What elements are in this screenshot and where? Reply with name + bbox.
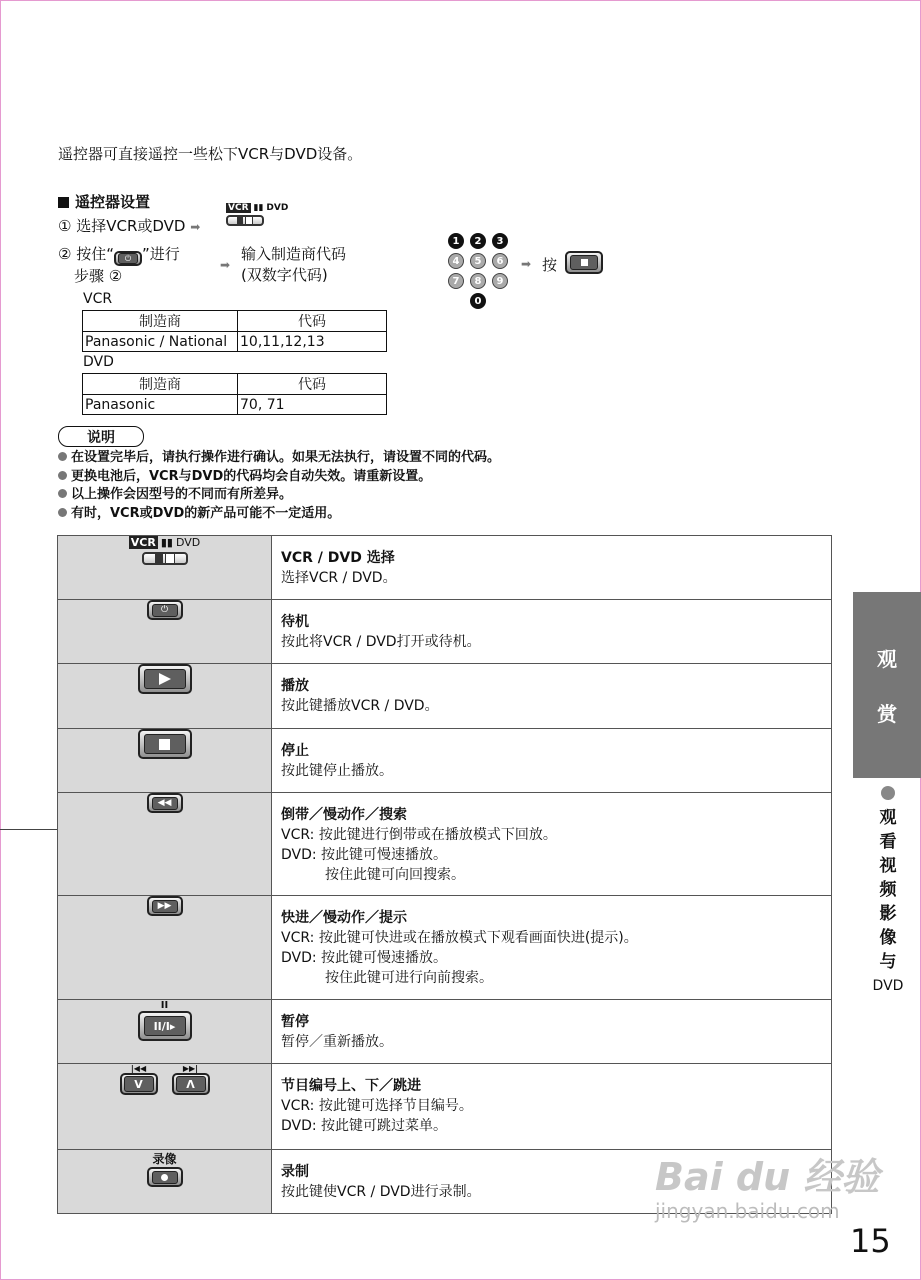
baidu-watermark-logo: Bai du 经验 [655,1155,880,1199]
numpad-key-6: 6 [492,253,508,269]
arrow-right-icon: ➡ [220,258,231,272]
setup-switch-icon: VCR ▮▮ DVD [226,203,288,226]
table-row: VCR ▮▮ DVD VCR / DVD 选择 选择VCR / DVD。 [58,536,832,600]
notes-label: 说明 [58,426,144,447]
list-item: 更换电池后，VCR与DVD的代码均会自动失效。请重新设置。 [58,468,500,487]
page-number: 15 [850,1222,891,1260]
numpad-key-0: 0 [470,293,486,309]
vcr-code-table: 制造商 代码 Panasonic / National 10,11,12,13 [82,310,387,352]
list-item: 有时，VCR或DVD的新产品可能不一定适用。 [58,505,500,524]
notes-list [58,449,500,523]
dvd-code-table: 制造商 代码 Panasonic 70, 71 [82,373,387,415]
setup-step2-result: 输入制造商代码 (双数字代码) [241,245,347,284]
stop-button-icon [565,251,603,274]
record-icon: 录像 [58,1150,271,1187]
table-row: |◀◀ V ▶▶| Λ 节目编号上、下／跳进 VCR: 按此键可选择节目编号。 DVD: 按此键可跳过菜单。 [58,1064,832,1150]
vcr-table-label: VCR [83,291,113,307]
intro-text: 遥控器可直接遥控一些松下VCR与DVD设备。 [58,145,363,163]
table-row: ⏻ 待机 按此将VCR / DVD打开或待机。 [58,600,832,664]
numpad-key-4: 4 [448,253,464,269]
baidu-watermark-url: jingyan.baidu.com [655,1199,840,1223]
skip-down-icon: |◀◀ V [120,1064,158,1095]
setup-step2: ② 按住“ ⏻ ”进行 步骤 ② [58,245,180,285]
section-side-title: 观 看 视 频 影 像 与 DVD [870,786,906,998]
table-row: ◀◀ 倒带／慢动作／搜索 VCR: 按此键进行倒带或在播放模式下回放。 DVD: 按此键可慢速播放。 按住此键可向回搜索。 [58,793,832,896]
table-row: 播放 按此键播放VCR / DVD。 [58,664,832,729]
table-row: 停止 按此键停止播放。 [58,729,832,793]
vcr-dvd-switch-icon: VCR ▮▮ DVD [58,536,271,565]
pause-icon: II II/I▸ [58,1000,271,1041]
rewind-icon: ◀◀ [147,793,183,813]
arrow-right-icon: ➡ [190,220,201,234]
numpad-key-9: 9 [492,273,508,289]
fast-forward-icon: ▶▶ [147,896,183,916]
press-label: 按 [542,256,558,274]
numpad [448,233,508,309]
divider [0,829,58,830]
table-row: II II/I▸ 暂停 暂停／重新播放。 [58,1000,832,1064]
play-icon [138,664,192,694]
numpad-key-5: 5 [470,253,486,269]
list-item: 在设置完毕后，请执行操作进行确认。如果无法执行，请设置不同的代码。 [58,449,500,468]
skip-up-icon: ▶▶| Λ [172,1064,210,1095]
function-table [57,535,832,1214]
numpad-key-3: 3 [492,233,508,249]
setup-heading: 遥控器设置 [58,191,150,212]
setup-step1: ① 选择VCR或DVD ➡ [58,217,201,235]
arrow-right-icon: ➡ [521,257,532,271]
stop-icon [138,729,192,759]
numpad-key-8: 8 [470,273,486,289]
dvd-table-label: DVD [83,354,114,370]
numpad-key-7: 7 [448,273,464,289]
table-row: 录像 录制 按此键使VCR / DVD进行录制。 [58,1150,832,1214]
numpad-key-1: 1 [448,233,464,249]
table-row: ▶▶ 快进／慢动作／提示 VCR: 按此键可快进或在播放模式下观看画面快进(提示)。 DVD: 按此键可慢速播放。 按住此键可进行向前搜索。 [58,896,832,1000]
standby-icon: ⏻ [114,251,142,266]
section-tab: 观 赏 [853,592,921,778]
standby-icon: ⏻ [147,600,183,620]
list-item: 以上操作会因型号的不同而有所差异。 [58,486,500,505]
numpad-key-2: 2 [470,233,486,249]
